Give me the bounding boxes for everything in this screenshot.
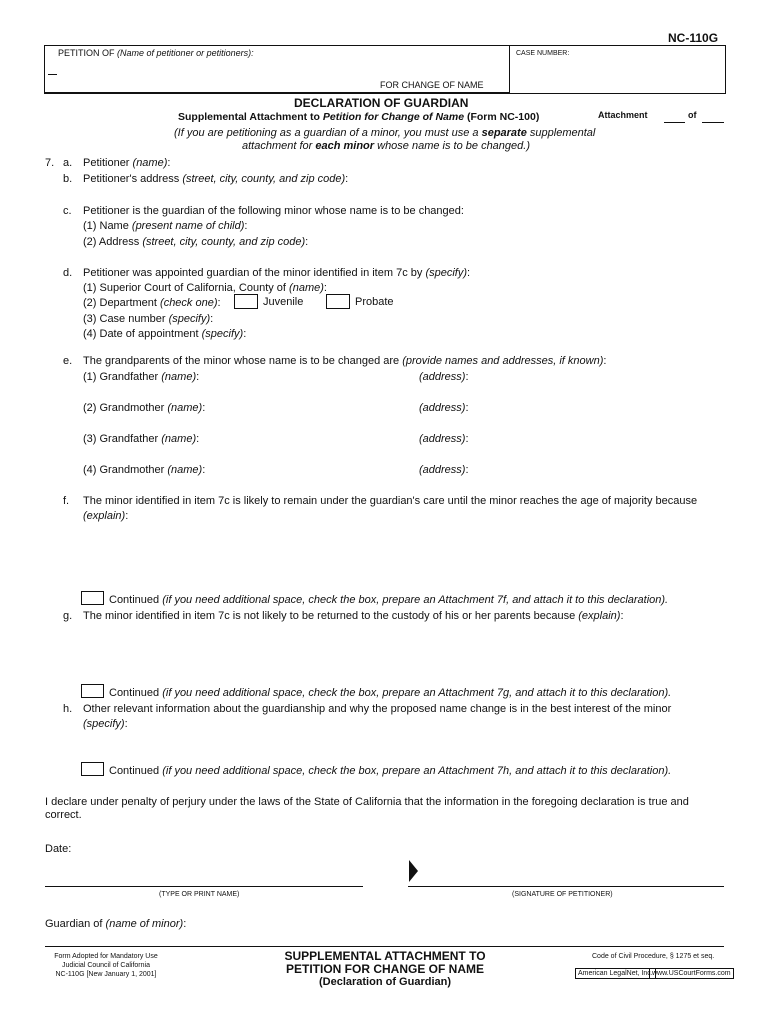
item-7g-letter: g. xyxy=(63,610,73,622)
attachment-label: Attachment xyxy=(598,110,648,120)
footer-adopted-line-3: NC-110G [New January 1, 2001] xyxy=(55,971,157,978)
item-7e-text: The grandparents of the minor whose name is to be changed are (provide names and addresses, if known): xyxy=(83,355,607,367)
footer-code: Code of Civil Procedure, § 1275 et seq. xyxy=(592,953,715,960)
caption-mark xyxy=(48,74,57,75)
publisher-badge-1: American LegalNet, Inc. xyxy=(575,968,656,979)
grandfather-1-name[interactable]: (1) Grandfather (name): xyxy=(83,371,200,383)
footer-adopted-line-2: Judicial Council of California xyxy=(62,962,150,969)
item-7b-letter: b. xyxy=(63,173,73,185)
item-7b-petitioner-address[interactable]: Petitioner's address (street, city, county, and zip code): xyxy=(83,173,349,185)
footer-title-line-2: PETITION FOR CHANGE OF NAME xyxy=(286,962,484,976)
item-7f-letter: f. xyxy=(63,495,70,507)
footer-divider xyxy=(45,946,724,947)
print-name-line[interactable] xyxy=(45,886,363,887)
item-7f-explain[interactable]: (explain): xyxy=(83,510,129,522)
footer-adopted-line-1: Form Adopted for Mandatory Use xyxy=(54,953,158,960)
juvenile-label: Juvenile xyxy=(263,296,304,308)
item-7d-date-of-appointment[interactable]: (4) Date of appointment (specify): xyxy=(83,328,247,340)
signature-line[interactable] xyxy=(408,886,724,887)
juvenile-checkbox[interactable] xyxy=(234,294,258,309)
attachment-number-line[interactable] xyxy=(664,122,685,123)
attachment-total-line[interactable] xyxy=(702,122,724,123)
publisher-badge-2: www.USCourtForms.com xyxy=(649,968,734,979)
item-7a-petitioner-name[interactable]: Petitioner (name): xyxy=(83,157,171,169)
item-7d-department: (2) Department (check one): xyxy=(83,297,221,309)
continued-7f-label: Continued (if you need additional space, check the box, prepare an Attachment 7f, and attach it to this declaration). xyxy=(109,594,669,606)
continued-7f-checkbox[interactable] xyxy=(81,591,104,605)
grandfather-1-address[interactable]: (address): xyxy=(419,371,469,383)
caption-divider xyxy=(509,45,510,94)
item-7c-letter: c. xyxy=(63,205,72,217)
item-7-number: 7. xyxy=(45,157,55,169)
footer-title xyxy=(250,950,520,989)
continued-7h-checkbox[interactable] xyxy=(81,762,104,776)
item-7c-child-address[interactable]: (2) Address (street, city, county, and zip code): xyxy=(83,236,309,248)
declaration-line-2: correct. xyxy=(45,809,82,821)
grandmother-4-name[interactable]: (4) Grandmother (name): xyxy=(83,464,206,476)
item-7c-text: Petitioner is the guardian of the following minor whose name is to be changed: xyxy=(83,205,464,217)
signature-caption: (SIGNATURE OF PETITIONER) xyxy=(512,891,613,898)
item-7h-letter: h. xyxy=(63,703,73,715)
footer-adopted xyxy=(51,952,161,979)
item-7a-letter: a. xyxy=(63,157,73,169)
item-7g-text[interactable]: The minor identified in item 7c is not likely to be returned to the custody of his or her parents because (explain): xyxy=(83,610,624,622)
instruction-line-1: (If you are petitioning as a guardian of a minor, you must use a separate supplemental xyxy=(174,127,596,139)
footer-title-line-3: (Declaration of Guardian) xyxy=(318,976,452,988)
grandfather-3-name[interactable]: (3) Grandfather (name): xyxy=(83,433,200,445)
item-7d-letter: d. xyxy=(63,267,73,279)
item-7h-specify[interactable]: (specify): xyxy=(83,718,128,730)
attachment-of-label: of xyxy=(688,110,697,120)
item-7f-text: The minor identified in item 7c is likely to remain under the guardian's care until the minor reaches the age of majority because xyxy=(83,495,698,507)
guardian-of-field[interactable]: Guardian of (name of minor): xyxy=(45,918,187,930)
grandmother-4-address[interactable]: (address): xyxy=(419,464,469,476)
petition-of-label: PETITION OF (Name of petitioner or petitioners): xyxy=(58,48,254,58)
date-label: Date: xyxy=(45,843,72,855)
for-change-of-name-label: FOR CHANGE OF NAME xyxy=(380,80,484,90)
subtitle: Supplemental Attachment to Petition for Change of Name (Form NC-100) xyxy=(178,111,540,123)
page-title: DECLARATION OF GUARDIAN xyxy=(294,96,469,110)
grandmother-2-address[interactable]: (address): xyxy=(419,402,469,414)
declaration-line-1: I declare under penalty of perjury under the laws of the State of California that the information in the foregoing declaration is true and xyxy=(45,796,689,808)
item-7d-county[interactable]: (1) Superior Court of California, County of (name): xyxy=(83,282,327,294)
item-7e-letter: e. xyxy=(63,355,73,367)
continued-7g-label: Continued (if you need additional space, check the box, prepare an Attachment 7g, and attach it to this declaration). xyxy=(109,687,672,699)
probate-checkbox[interactable] xyxy=(326,294,350,309)
grandfather-3-address[interactable]: (address): xyxy=(419,433,469,445)
item-7d-case-number[interactable]: (3) Case number (specify): xyxy=(83,313,214,325)
type-name-caption: (TYPE OR PRINT NAME) xyxy=(159,891,240,898)
signature-arrow-icon xyxy=(409,860,418,882)
grandmother-2-name[interactable]: (2) Grandmother (name): xyxy=(83,402,206,414)
case-number-label: CASE NUMBER: xyxy=(516,50,570,57)
instruction-line-2: attachment for each minor whose name is to be changed.) xyxy=(242,140,530,152)
item-7d-text: Petitioner was appointed guardian of the minor identified in item 7c by (specify): xyxy=(83,267,471,279)
form-code: NC-110G xyxy=(668,31,719,45)
continued-7g-checkbox[interactable] xyxy=(81,684,104,698)
probate-label: Probate xyxy=(355,296,394,308)
continued-7h-label: Continued (if you need additional space, check the box, prepare an Attachment 7h, and attach it to this declaration). xyxy=(109,765,672,777)
caption-bottom-line xyxy=(44,92,510,93)
footer-title-line-1: SUPPLEMENTAL ATTACHMENT TO xyxy=(284,949,486,963)
item-7h-text: Other relevant information about the guardianship and why the proposed name change is in the best interest of the minor xyxy=(83,703,672,715)
item-7c-child-name[interactable]: (1) Name (present name of child): xyxy=(83,220,248,232)
